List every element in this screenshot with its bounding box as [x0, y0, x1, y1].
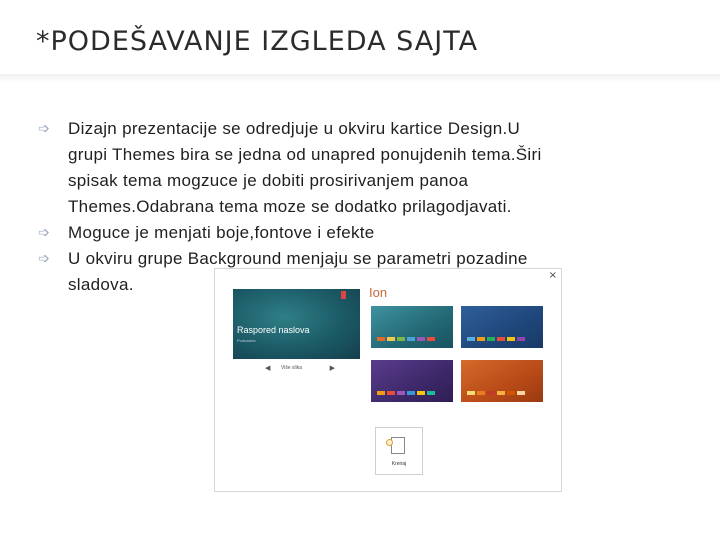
color-strip	[467, 391, 525, 395]
bullet-line: Themes.Odabrana tema moze se dodatko prilagodjavati.	[68, 197, 512, 216]
color-swatch	[397, 337, 405, 341]
color-swatch	[417, 391, 425, 395]
color-swatch	[397, 391, 405, 395]
color-swatch	[507, 337, 515, 341]
color-swatch	[477, 337, 485, 341]
color-swatch	[387, 337, 395, 341]
bullet-line: sladova.	[68, 275, 134, 294]
color-swatch	[517, 391, 525, 395]
color-swatch	[507, 391, 515, 395]
create-label: Kreiraj	[391, 461, 407, 467]
color-swatch	[487, 391, 495, 395]
color-strip	[467, 337, 525, 341]
bullet-line: Dizajn prezentacije se odredjuje u okviru kartice Design.U	[68, 119, 521, 138]
bullet-text	[68, 116, 638, 220]
color-swatch	[427, 337, 435, 341]
next-arrow-icon[interactable]: ▶	[329, 364, 335, 372]
theme-variant-teal[interactable]	[371, 306, 453, 348]
color-swatch	[387, 391, 395, 395]
bullet-item	[38, 116, 638, 220]
document-icon	[391, 437, 405, 454]
arrow-bullet-icon: ➩	[38, 225, 50, 241]
close-icon[interactable]: ×	[548, 270, 557, 281]
color-swatch	[377, 391, 385, 395]
color-swatch	[417, 337, 425, 341]
color-swatch	[377, 337, 385, 341]
slide-title: *PODEŠAVANJE IZGLEDA SAJTA	[36, 26, 479, 57]
title-divider	[0, 74, 720, 82]
bullet-line: spisak tema mogzuce je dobiti prosirivanjem panoa	[68, 171, 469, 190]
color-swatch	[427, 391, 435, 395]
theme-name: Ion	[369, 285, 388, 300]
prev-arrow-icon[interactable]: ◀	[265, 364, 271, 372]
color-swatch	[467, 391, 475, 395]
color-strip	[377, 337, 435, 341]
color-swatch	[477, 391, 485, 395]
color-swatch	[407, 391, 415, 395]
bullet-line: grupi Themes bira se jedna od unapred ponujdenih tema.Širi	[68, 145, 542, 164]
pager-label: Više slika	[281, 365, 303, 371]
color-swatch	[487, 337, 495, 341]
color-swatch	[407, 337, 415, 341]
color-swatch	[497, 337, 505, 341]
color-swatch	[467, 337, 475, 341]
theme-variant-purple[interactable]	[371, 360, 453, 402]
theme-variant-orange[interactable]	[461, 360, 543, 402]
preview-subtitle: Podnaslov	[237, 338, 256, 343]
bullet-item	[38, 220, 638, 246]
arrow-bullet-icon: ➩	[38, 251, 50, 267]
bullet-text	[68, 220, 638, 246]
arrow-bullet-icon: ➩	[38, 121, 50, 137]
color-strip	[377, 391, 435, 395]
color-swatch	[497, 391, 505, 395]
preview-title: Raspored naslova	[237, 325, 310, 335]
theme-preview	[233, 289, 360, 359]
color-swatch	[517, 337, 525, 341]
theme-variant-blue[interactable]	[461, 306, 543, 348]
preview-pager	[265, 364, 335, 374]
theme-dialog-screenshot	[214, 268, 562, 492]
bullet-line: U okviru grupe Background menjaju se parametri pozadine	[68, 249, 528, 268]
bullet-line: Moguce je menjati boje,fontove i efekte	[68, 223, 375, 242]
create-button[interactable]	[375, 427, 423, 475]
preview-accent	[341, 291, 346, 299]
